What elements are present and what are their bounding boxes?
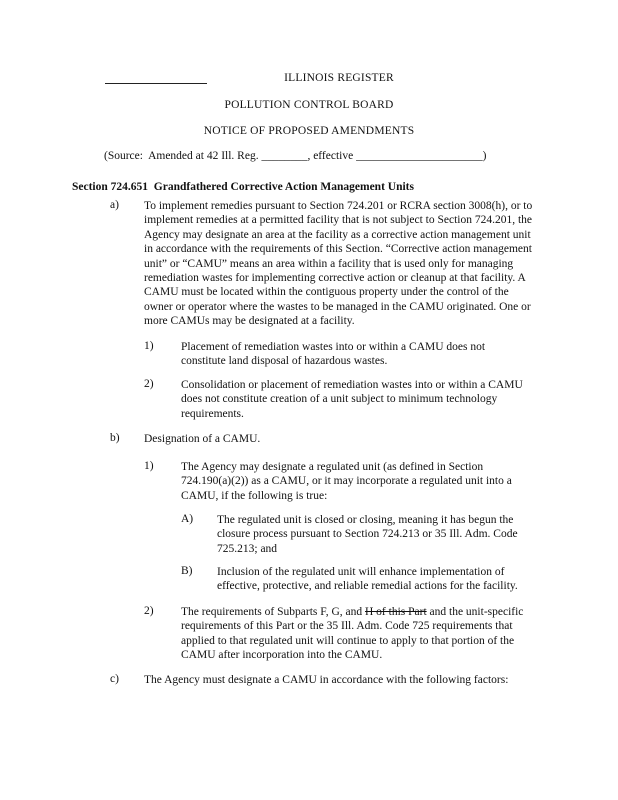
item-label: 1) bbox=[144, 340, 154, 352]
source-line: (Source: Amended at 42 Ill. Reg. ________, effective ______________________) bbox=[104, 150, 487, 162]
item-text-a: To implement remedies pursuant to Section 724.201 or RCRA section 3008(h), or to implement remedies at a permitted facility that is not subject to Section 724.201, the Agency may designate an area at the facility as a corrective action management unit in accordance with the requirements of this Section. “Corrective action management unit” or “CAMU” means an area within a facility that is used only for managing remediation wastes for implementing corrective action or cleanup at that facility. A CAMU must be located within the contiguous property under the control of the owner or operator where the wastes to be managed in the CAMU originated. One or more CAMUs may be designated at a facility. bbox=[144, 200, 533, 328]
notice-heading: NOTICE OF PROPOSED AMENDMENTS bbox=[203, 125, 415, 137]
item-label: B) bbox=[181, 565, 193, 577]
item-text-b: Designation of a CAMU. bbox=[144, 433, 261, 445]
board-heading: POLLUTION CONTROL BOARD bbox=[224, 99, 394, 111]
item-label: 2) bbox=[144, 378, 154, 390]
section-title: Section 724.651 Grandfathered Corrective Action Management Units bbox=[72, 181, 414, 193]
item-text-a2: Consolidation or placement of remediation wastes into or within a CAMU does not constitute creation of a unit subject to minimum technology requirements. bbox=[181, 379, 523, 420]
item-text-a1: Placement of remediation wastes into or within a CAMU does not constitute land disposal of hazardous wastes. bbox=[181, 341, 486, 368]
item-label: b) bbox=[110, 432, 120, 444]
item-label: c) bbox=[110, 673, 119, 685]
item-text-b2: The requirements of Subparts F, G, and H of this Part and the unit-specific requirements of this Part or the 35 Ill. Adm. Code 725 requirements that applied to that regulated unit will continue to apply to that portion of the CAMU after incorporation into the CAMU. bbox=[181, 606, 524, 662]
item-label: a) bbox=[110, 199, 119, 211]
register-heading: ILLINOIS REGISTER bbox=[284, 72, 394, 84]
struck-text: H of this Part bbox=[365, 606, 427, 618]
item-text-b1B: Inclusion of the regulated unit will enhance implementation of effective, protective, and reliable remedial actions for the facility. bbox=[217, 566, 518, 593]
item-text-b1: The Agency may designate a regulated unit (as defined in Section 724.190(a)(2)) as a CAMU, or it may incorporate a regulated unit into a CAMU, if the following is true: bbox=[181, 461, 512, 502]
item-text-b1A: The regulated unit is closed or closing, meaning it has begun the closure process pursuant to Section 724.213 or 35 Ill. Adm. Code 725.213; and bbox=[217, 514, 518, 555]
item-text-c: The Agency must designate a CAMU in accordance with the following factors: bbox=[144, 674, 509, 686]
item-label: A) bbox=[181, 513, 194, 525]
item-label: 2) bbox=[144, 605, 154, 617]
item-label: 1) bbox=[144, 460, 154, 472]
